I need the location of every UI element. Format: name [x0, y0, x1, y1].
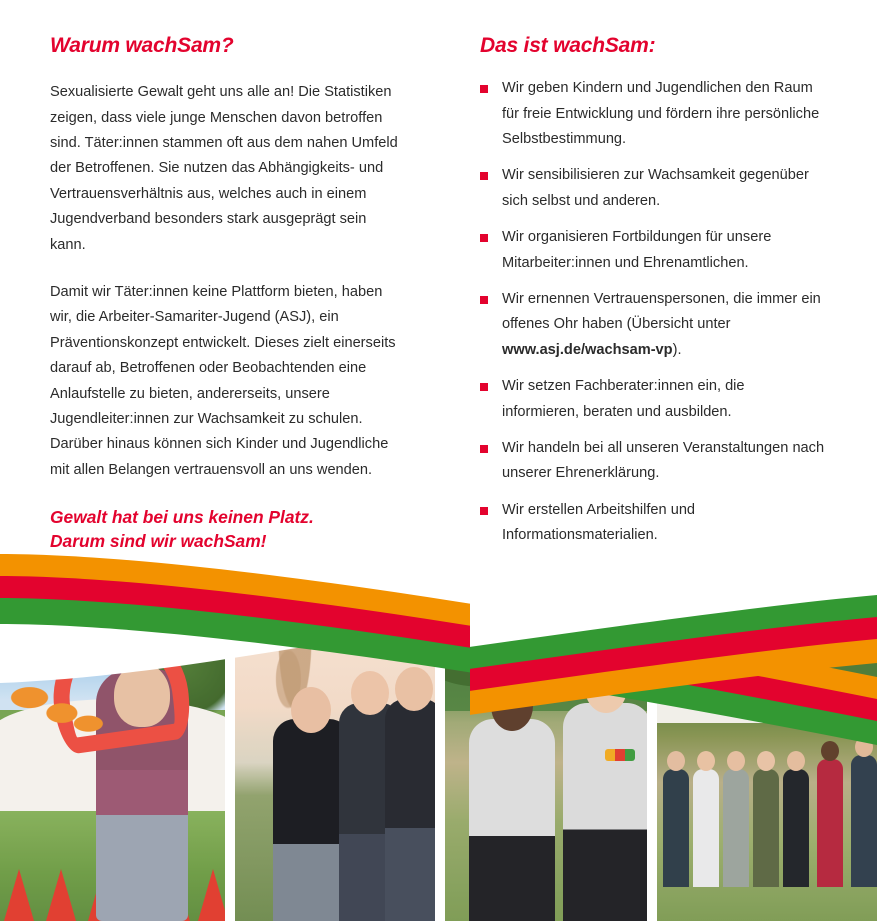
list-item-label: Wir organisieren Fortbildungen für unsere Mitarbeiter:innen und Ehrenamtlichen. [502, 229, 772, 271]
square-bullet-icon [480, 383, 488, 391]
square-bullet-icon [480, 85, 488, 93]
list-item [480, 436, 825, 487]
left-slogan-line-1: Gewalt hat bei uns keinen Platz. [50, 507, 314, 528]
right-column-heading: Das ist wachSam: [480, 34, 656, 57]
left-paragraph-2: Damit wir Täter:innen keine Plattform bieten, haben wir, die Arbeiter-Samariter-Jugend (ASJ), ein Präventionskonzept entwickelt. Dieses zielt einerseits darauf ab, Betroffenen oder Beobachtenden eine Anlaufstelle zu bieten, andererseits, unsere Jugendleiter:innen zur Wachsamkeit zu schulen. Darüber hinaus können sich Kinder und Jugendliche mit allen Belangen vertrauensvoll an uns wenden. [50, 283, 396, 478]
list-item-label: Wir setzen Fachberater:innen ein, die informieren, beraten und ausbilden. [502, 378, 745, 420]
bottom-image-band [0, 551, 877, 921]
list-item [480, 374, 825, 425]
left-paragraph-1: Sexualisierte Gewalt geht uns alle an! Die Statistiken zeigen, dass viele junge Menschen davon betroffen sind. Täter:innen stammen oft aus dem nahen Umfeld der Betroffenen. Sie nutzen das Abhängigkeits- und Vertrauensverhältnis aus, welches auch in einem Jugendverband besonders stark ausgeprägt sein kann. [50, 84, 398, 253]
list-item-label-suffix: ). [672, 341, 682, 358]
list-item-label: Wir handeln bei all unseren Veranstaltungen nach unserer Ehrenerklärung. [502, 440, 825, 482]
left-column [50, 34, 400, 553]
square-bullet-icon [480, 296, 488, 304]
asj-wave-graphic-right [0, 551, 877, 751]
list-item [480, 76, 825, 152]
list-item [480, 225, 825, 276]
list-item [480, 163, 825, 214]
list-item [480, 498, 825, 549]
list-item-label: Wir erstellen Arbeitshilfen und Informationsmaterialien. [502, 501, 696, 544]
list-item-with-url [480, 287, 825, 363]
list-item-label: Wir sensibilisieren zur Wachsamkeit gegenüber sich selbst und anderen. [502, 167, 809, 209]
list-item-label: Wir geben Kindern und Jugendlichen den Raum für freie Entwicklung und fördern ihre persönliche Selbstbestimmung. [502, 80, 820, 147]
square-bullet-icon [480, 445, 488, 453]
left-column-heading: Warum wachSam? [50, 34, 234, 57]
list-item-label: Wir ernennen Vertrauenspersonen, die immer ein offenes Ohr haben (Übersicht unter [502, 290, 821, 333]
square-bullet-icon [480, 234, 488, 242]
left-slogan [50, 505, 400, 553]
wachsam-vp-url[interactable]: www.asj.de/wachsam-vp [502, 341, 673, 358]
wachsam-bullet-list [480, 76, 825, 610]
wave-right-group [0, 551, 877, 751]
square-bullet-icon [480, 507, 488, 515]
square-bullet-icon [480, 172, 488, 180]
left-slogan-line-2: Darum sind wir wachSam! [50, 531, 267, 552]
